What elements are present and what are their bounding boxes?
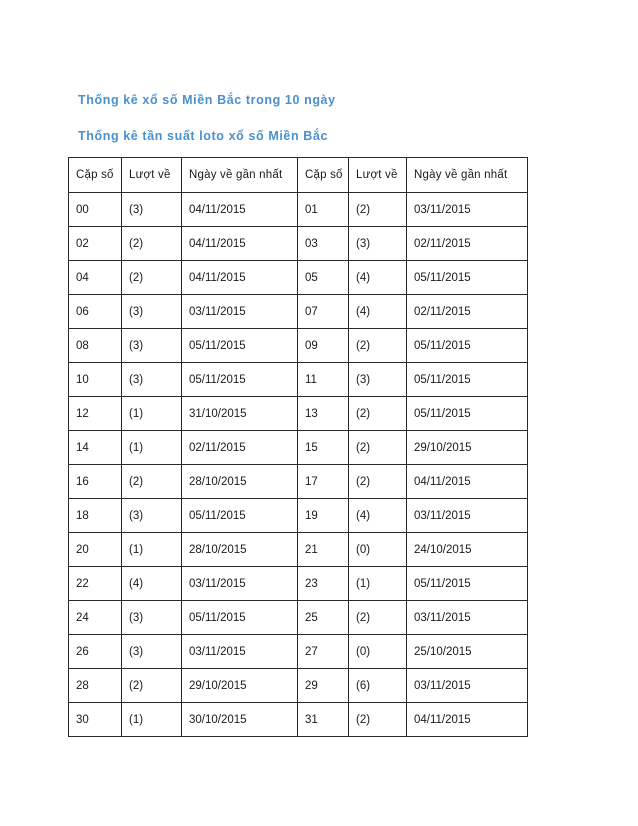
cell-last-date-2: 05/11/2015 bbox=[407, 329, 528, 363]
cell-last-date-2: 02/11/2015 bbox=[407, 227, 528, 261]
table-row bbox=[69, 465, 528, 499]
cell-last-date: 04/11/2015 bbox=[182, 227, 298, 261]
table-row bbox=[69, 703, 528, 737]
cell-count-2: (3) bbox=[349, 363, 407, 397]
cell-count-2: (2) bbox=[349, 329, 407, 363]
cell-last-date-2: 03/11/2015 bbox=[407, 601, 528, 635]
cell-count-2: (2) bbox=[349, 431, 407, 465]
cell-last-date-2: 03/11/2015 bbox=[407, 193, 528, 227]
cell-count-2: (2) bbox=[349, 703, 407, 737]
table-row bbox=[69, 669, 528, 703]
table-row bbox=[69, 261, 528, 295]
cell-last-date-2: 04/11/2015 bbox=[407, 703, 528, 737]
cell-pair-number-2: 01 bbox=[298, 193, 349, 227]
cell-pair-number-2: 03 bbox=[298, 227, 349, 261]
cell-count: (1) bbox=[122, 703, 182, 737]
cell-pair-number-2: 15 bbox=[298, 431, 349, 465]
cell-last-date: 02/11/2015 bbox=[182, 431, 298, 465]
cell-last-date-2: 05/11/2015 bbox=[407, 397, 528, 431]
cell-pair-number: 14 bbox=[69, 431, 122, 465]
cell-count: (2) bbox=[122, 227, 182, 261]
table-row bbox=[69, 431, 528, 465]
cell-count: (2) bbox=[122, 669, 182, 703]
table-row bbox=[69, 533, 528, 567]
cell-pair-number-2: 09 bbox=[298, 329, 349, 363]
cell-pair-number-2: 05 bbox=[298, 261, 349, 295]
cell-count-2: (2) bbox=[349, 397, 407, 431]
page-title: Thống kê xổ số Miền Bắc trong 10 ngày bbox=[78, 93, 336, 107]
cell-last-date: 04/11/2015 bbox=[182, 261, 298, 295]
header-pair-number: Cặp số bbox=[69, 158, 122, 193]
cell-pair-number: 22 bbox=[69, 567, 122, 601]
cell-last-date: 03/11/2015 bbox=[182, 567, 298, 601]
header-last-date-2: Ngày về gần nhất bbox=[407, 158, 528, 193]
cell-count: (1) bbox=[122, 431, 182, 465]
cell-pair-number: 28 bbox=[69, 669, 122, 703]
cell-pair-number-2: 25 bbox=[298, 601, 349, 635]
cell-pair-number: 04 bbox=[69, 261, 122, 295]
cell-count-2: (2) bbox=[349, 601, 407, 635]
cell-count-2: (2) bbox=[349, 193, 407, 227]
cell-last-date: 03/11/2015 bbox=[182, 295, 298, 329]
cell-pair-number: 06 bbox=[69, 295, 122, 329]
cell-pair-number-2: 07 bbox=[298, 295, 349, 329]
frequency-table bbox=[68, 157, 528, 737]
cell-count-2: (0) bbox=[349, 533, 407, 567]
cell-pair-number-2: 13 bbox=[298, 397, 349, 431]
cell-last-date-2: 24/10/2015 bbox=[407, 533, 528, 567]
cell-last-date-2: 05/11/2015 bbox=[407, 261, 528, 295]
cell-count-2: (4) bbox=[349, 499, 407, 533]
cell-count: (3) bbox=[122, 601, 182, 635]
cell-pair-number: 08 bbox=[69, 329, 122, 363]
cell-pair-number: 10 bbox=[69, 363, 122, 397]
table-header-row bbox=[69, 158, 528, 193]
cell-last-date-2: 05/11/2015 bbox=[407, 363, 528, 397]
cell-pair-number: 20 bbox=[69, 533, 122, 567]
header-count: Lượt về bbox=[122, 158, 182, 193]
cell-last-date-2: 04/11/2015 bbox=[407, 465, 528, 499]
cell-count: (3) bbox=[122, 635, 182, 669]
cell-count-2: (1) bbox=[349, 567, 407, 601]
cell-last-date-2: 02/11/2015 bbox=[407, 295, 528, 329]
cell-last-date: 05/11/2015 bbox=[182, 363, 298, 397]
cell-count: (3) bbox=[122, 329, 182, 363]
cell-count-2: (0) bbox=[349, 635, 407, 669]
cell-last-date: 31/10/2015 bbox=[182, 397, 298, 431]
cell-pair-number-2: 11 bbox=[298, 363, 349, 397]
cell-last-date: 05/11/2015 bbox=[182, 499, 298, 533]
cell-count: (2) bbox=[122, 465, 182, 499]
cell-last-date-2: 29/10/2015 bbox=[407, 431, 528, 465]
cell-pair-number-2: 31 bbox=[298, 703, 349, 737]
cell-count: (3) bbox=[122, 193, 182, 227]
cell-last-date: 28/10/2015 bbox=[182, 533, 298, 567]
cell-count-2: (4) bbox=[349, 295, 407, 329]
cell-last-date-2: 03/11/2015 bbox=[407, 499, 528, 533]
cell-last-date-2: 03/11/2015 bbox=[407, 669, 528, 703]
table-row bbox=[69, 193, 528, 227]
cell-last-date: 28/10/2015 bbox=[182, 465, 298, 499]
cell-count-2: (4) bbox=[349, 261, 407, 295]
cell-pair-number: 02 bbox=[69, 227, 122, 261]
cell-pair-number: 00 bbox=[69, 193, 122, 227]
cell-count-2: (6) bbox=[349, 669, 407, 703]
cell-count: (3) bbox=[122, 363, 182, 397]
cell-last-date: 05/11/2015 bbox=[182, 601, 298, 635]
cell-pair-number: 18 bbox=[69, 499, 122, 533]
cell-count: (1) bbox=[122, 533, 182, 567]
cell-pair-number-2: 29 bbox=[298, 669, 349, 703]
cell-last-date-2: 05/11/2015 bbox=[407, 567, 528, 601]
cell-last-date: 04/11/2015 bbox=[182, 193, 298, 227]
cell-pair-number: 26 bbox=[69, 635, 122, 669]
cell-pair-number-2: 23 bbox=[298, 567, 349, 601]
cell-last-date: 03/11/2015 bbox=[182, 635, 298, 669]
header-count-2: Lượt về bbox=[349, 158, 407, 193]
table-row bbox=[69, 329, 528, 363]
cell-pair-number-2: 19 bbox=[298, 499, 349, 533]
header-pair-number-2: Cặp số bbox=[298, 158, 349, 193]
table-row bbox=[69, 499, 528, 533]
cell-last-date: 29/10/2015 bbox=[182, 669, 298, 703]
cell-pair-number: 24 bbox=[69, 601, 122, 635]
table-row bbox=[69, 567, 528, 601]
cell-pair-number: 12 bbox=[69, 397, 122, 431]
cell-last-date-2: 25/10/2015 bbox=[407, 635, 528, 669]
cell-count-2: (2) bbox=[349, 465, 407, 499]
table-row bbox=[69, 635, 528, 669]
cell-pair-number-2: 27 bbox=[298, 635, 349, 669]
cell-pair-number-2: 21 bbox=[298, 533, 349, 567]
cell-count: (2) bbox=[122, 261, 182, 295]
cell-pair-number: 16 bbox=[69, 465, 122, 499]
cell-count: (3) bbox=[122, 499, 182, 533]
table-row bbox=[69, 363, 528, 397]
cell-count-2: (3) bbox=[349, 227, 407, 261]
table-row bbox=[69, 295, 528, 329]
table-row bbox=[69, 227, 528, 261]
table-row bbox=[69, 397, 528, 431]
cell-count: (4) bbox=[122, 567, 182, 601]
header-last-date: Ngày về gần nhất bbox=[182, 158, 298, 193]
cell-last-date: 05/11/2015 bbox=[182, 329, 298, 363]
cell-last-date: 30/10/2015 bbox=[182, 703, 298, 737]
cell-count: (1) bbox=[122, 397, 182, 431]
cell-count: (3) bbox=[122, 295, 182, 329]
section-title: Thống kê tần suất loto xổ số Miền Bắc bbox=[78, 129, 329, 143]
cell-pair-number-2: 17 bbox=[298, 465, 349, 499]
cell-pair-number: 30 bbox=[69, 703, 122, 737]
table-row bbox=[69, 601, 528, 635]
